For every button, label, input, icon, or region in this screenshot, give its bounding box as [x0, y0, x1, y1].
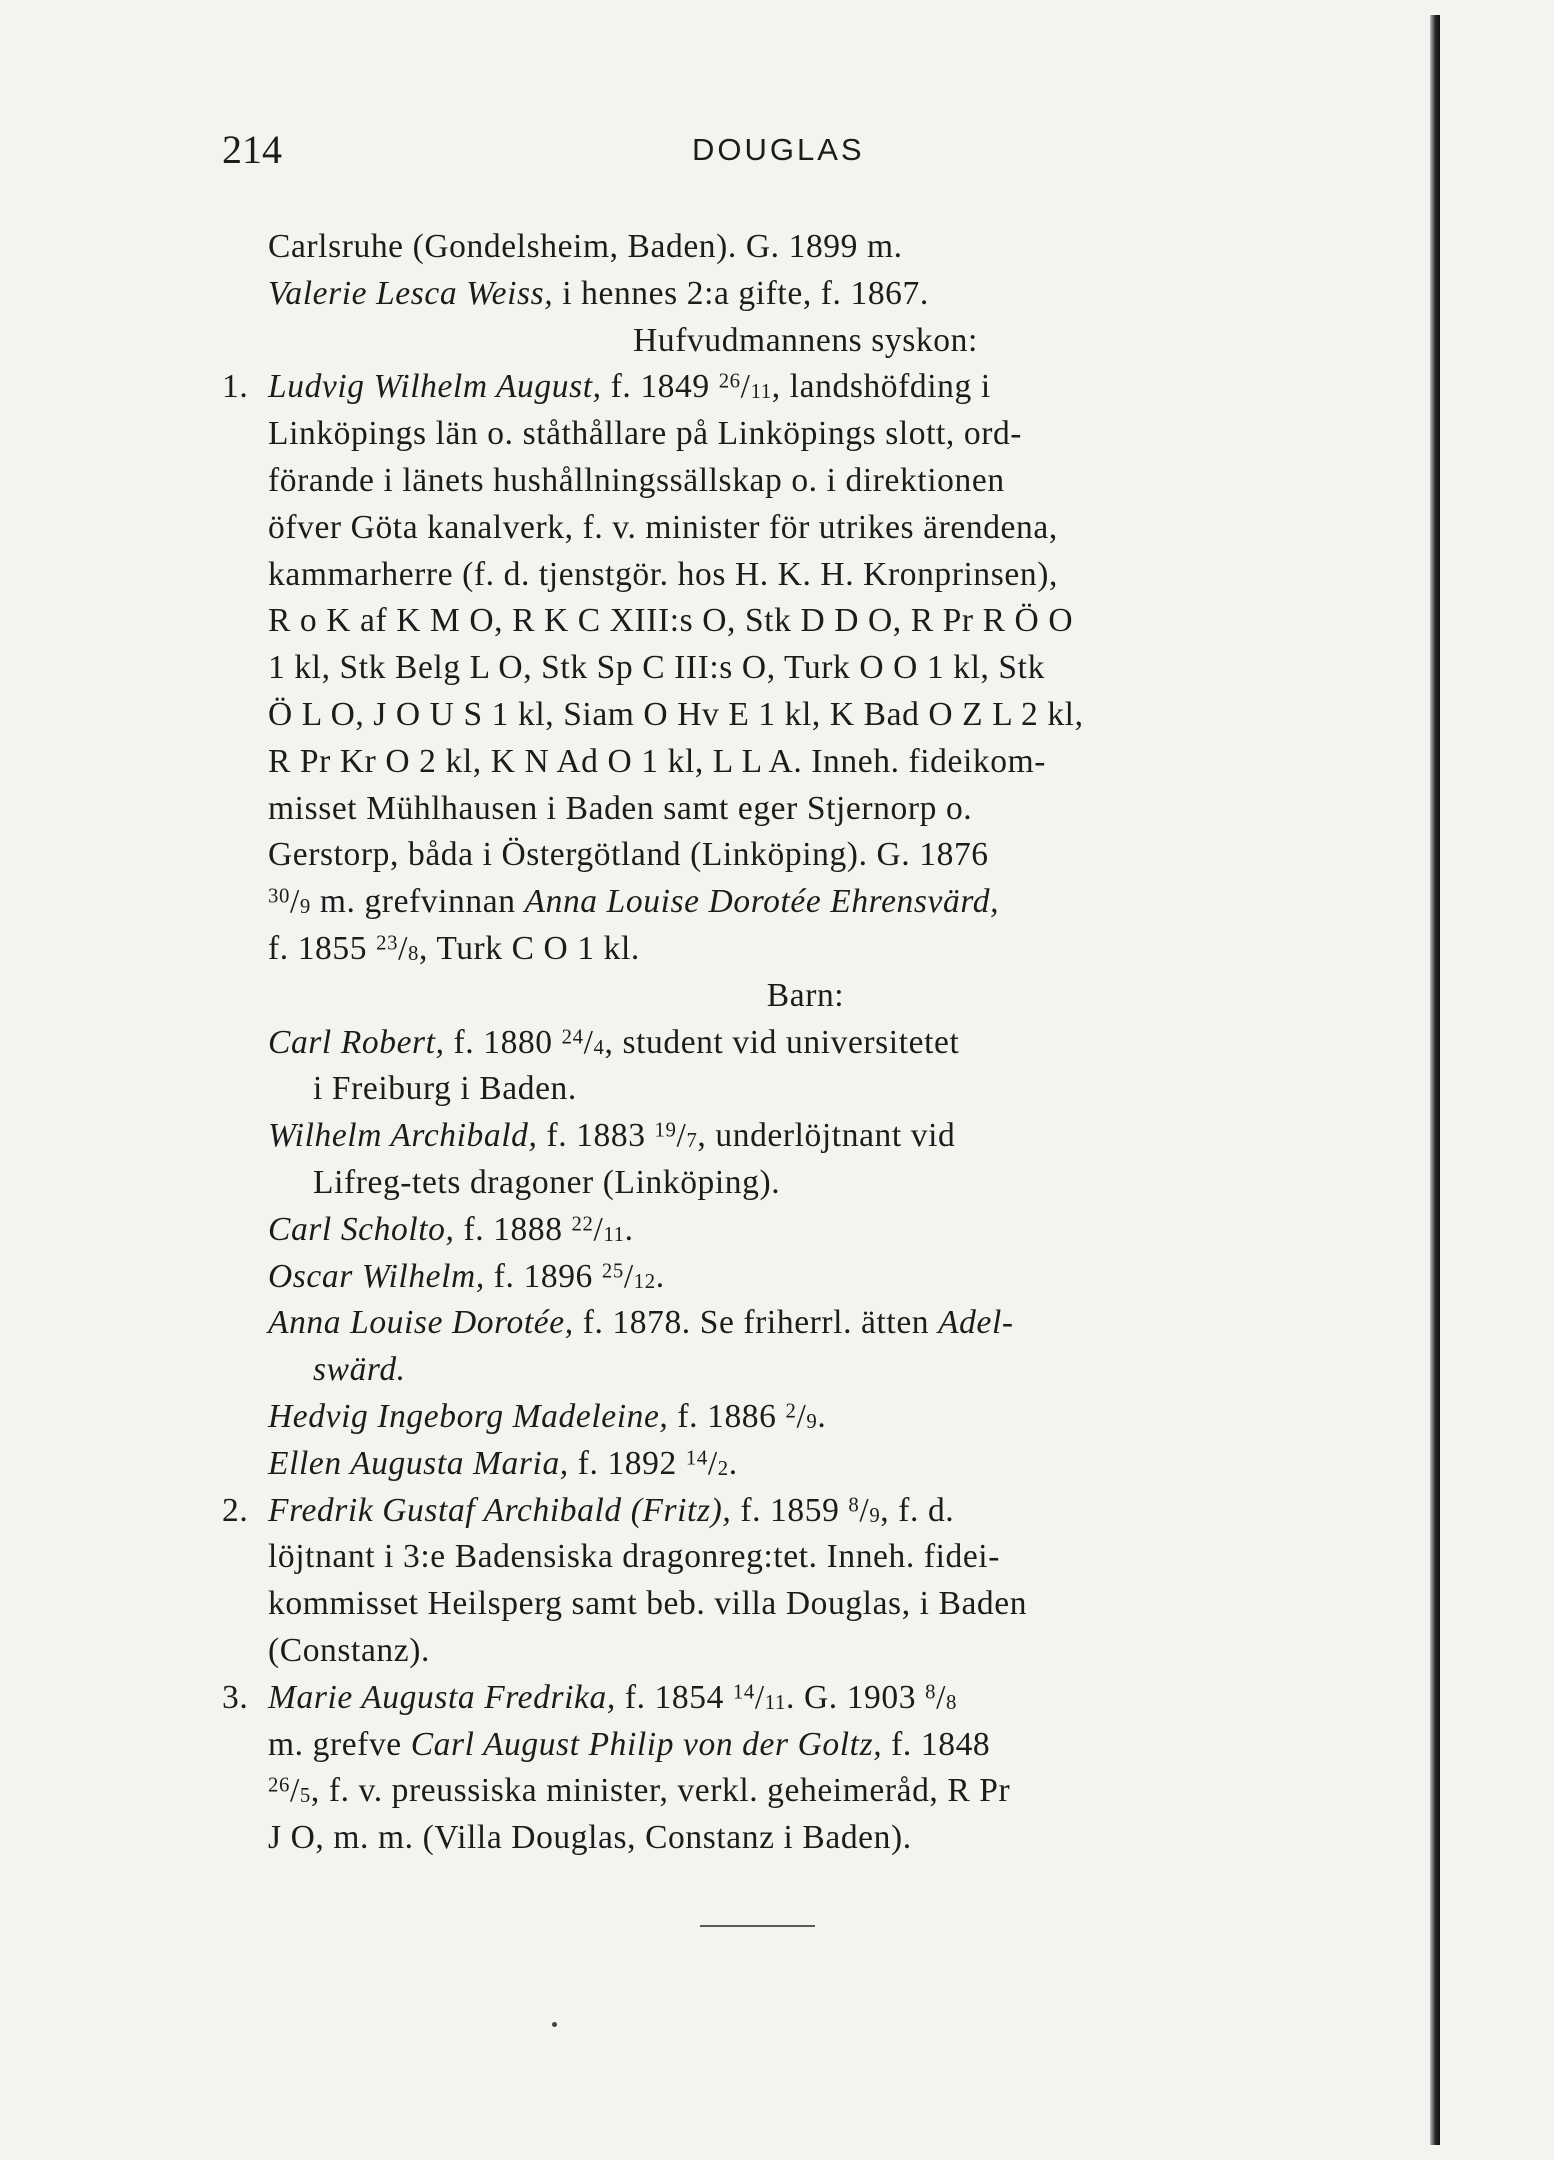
text-line: m. grefve Carl August Philip von der Goltz, f. 1848: [268, 1725, 991, 1763]
ink-speck: [552, 2022, 557, 2027]
page-edge-shadow: [1430, 15, 1440, 2145]
child-entry: Carl Robert, f. 1880 $^{24}/_4$, student vid universitetet: [268, 1023, 960, 1061]
text-line: öfver Göta kanalverk, f. v. minister för utrikes ärendena,: [268, 508, 1058, 546]
entry-number: 1.: [222, 368, 249, 406]
child-entry: Wilhelm Archibald, f. 1883 $^{19}/_7$, underlöjtnant vid: [268, 1117, 956, 1155]
person-name: Valerie Lesca Weiss,: [268, 274, 554, 312]
text-line: Carlsruhe (Gondelsheim, Baden). G. 1899 m.: [268, 228, 903, 265]
child-entry: Oscar Wilhelm, f. 1896 $^{25}/_{12}$.: [268, 1257, 665, 1295]
text-line: $^{26}/_5$, f. v. preussiska minister, verkl. geheimeråd, R Pr: [268, 1772, 1011, 1810]
section-heading-children: Barn:: [766, 976, 845, 1014]
text-line: (Constanz).: [268, 1631, 430, 1669]
person-name: Hedvig Ingeborg Madeleine,: [268, 1397, 669, 1435]
text-line: $^{30}/_9$ m. grefvinnan Anna Louise Dorotée Ehrensvärd,: [268, 883, 1000, 921]
person-name: Ellen Augusta Maria,: [268, 1444, 569, 1482]
text-line: i Freiburg i Baden.: [313, 1070, 577, 1108]
text-line: Linköpings län o. ståthållare på Linköpings slott, ord-: [268, 415, 1023, 453]
person-name: Carl Robert,: [268, 1023, 445, 1061]
text-line: swärd.: [313, 1351, 406, 1389]
section-heading-siblings: Hufvudmannens syskon:: [633, 321, 978, 359]
text-line: R Pr Kr O 2 kl, K N Ad O 1 kl, L L A. Inneh. fideikom-: [268, 742, 1047, 780]
text-line: Lifreg-tets dragoner (Linköping).: [313, 1163, 781, 1201]
text-line: Ö L O, J O U S 1 kl, Siam O Hv E 1 kl, K Bad O Z L 2 kl,: [268, 695, 1084, 733]
text-line: kammarherre (f. d. tjenstgör. hos H. K. H. Kronprinsen),: [268, 555, 1058, 593]
text-line: misset Mühlhausen i Baden samt eger Stjernorp o.: [268, 789, 973, 827]
entry-2: 2. Fredrik Gustaf Archibald (Fritz), f. 1859 $^8/_9$, f. d.: [268, 1488, 1343, 1535]
person-name: Ludvig Wilhelm August,: [268, 368, 602, 406]
entry-number: 2.: [222, 1491, 249, 1529]
child-entry: Ellen Augusta Maria, f. 1892 $^{14}/_2$.: [268, 1444, 738, 1482]
person-name: Anna Louise Dorotée,: [268, 1304, 574, 1342]
person-name: Fredrik Gustaf Archibald (Fritz),: [268, 1491, 732, 1529]
footer-rule: [700, 1925, 815, 1927]
entry-number: 3.: [222, 1678, 249, 1716]
text-line: kommisset Heilsperg samt beb. villa Douglas, i Baden: [268, 1585, 1028, 1623]
text-line: J O, m. m. (Villa Douglas, Constanz i Baden).: [268, 1819, 912, 1857]
child-entry: Hedvig Ingeborg Madeleine, f. 1886 $^2/_9$.: [268, 1397, 827, 1435]
child-entry: Carl Scholto, f. 1888 $^{22}/_{11}$.: [268, 1210, 634, 1248]
person-name: Carl August Philip von der Goltz,: [410, 1725, 883, 1763]
person-name: Carl Scholto,: [268, 1210, 455, 1248]
person-name: Anna Louise Dorotée Ehrensvärd,: [524, 883, 1000, 921]
page-number: 214: [222, 127, 282, 172]
entry-3: 3. Marie Augusta Fredrika, f. 1854 $^{14}/_{11}$. G. 1903 $^8/_8$: [268, 1675, 1343, 1722]
person-name: Wilhelm Archibald,: [268, 1117, 538, 1155]
person-name: Marie Augusta Fredrika,: [268, 1678, 616, 1716]
text-line: 1 kl, Stk Belg L O, Stk Sp C III:s O, Turk O O 1 kl, Stk: [268, 649, 1045, 687]
text-line: Gerstorp, båda i Östergötland (Linköping). G. 1876: [268, 836, 989, 874]
entry-1: 1. Ludvig Wilhelm August, f. 1849 $^{26}/_{11}$, landshöfding i: [268, 364, 1343, 411]
page-header: [222, 126, 1222, 186]
body-text: [222, 224, 1343, 1862]
text-line: f. 1855 $^{23}/_8$, Turk C O 1 kl.: [268, 929, 640, 967]
running-title: DOUGLAS: [692, 132, 865, 167]
person-name: Oscar Wilhelm,: [268, 1257, 485, 1295]
text-line: löjtnant i 3:e Badensiska dragonreg:tet. Inneh. fidei-: [268, 1538, 1000, 1576]
text-line: Valerie Lesca Weiss, i hennes 2:a gifte, f. 1867.: [268, 274, 929, 312]
child-entry: Anna Louise Dorotée, f. 1878. Se friherrl. ätten Adel-: [268, 1304, 1014, 1342]
text-line: förande i länets hushållningssällskap o. i direktionen: [268, 461, 1005, 499]
text-line: R o K af K M O, R K C XIII:s O, Stk D D O, R Pr R Ö O: [268, 602, 1074, 640]
